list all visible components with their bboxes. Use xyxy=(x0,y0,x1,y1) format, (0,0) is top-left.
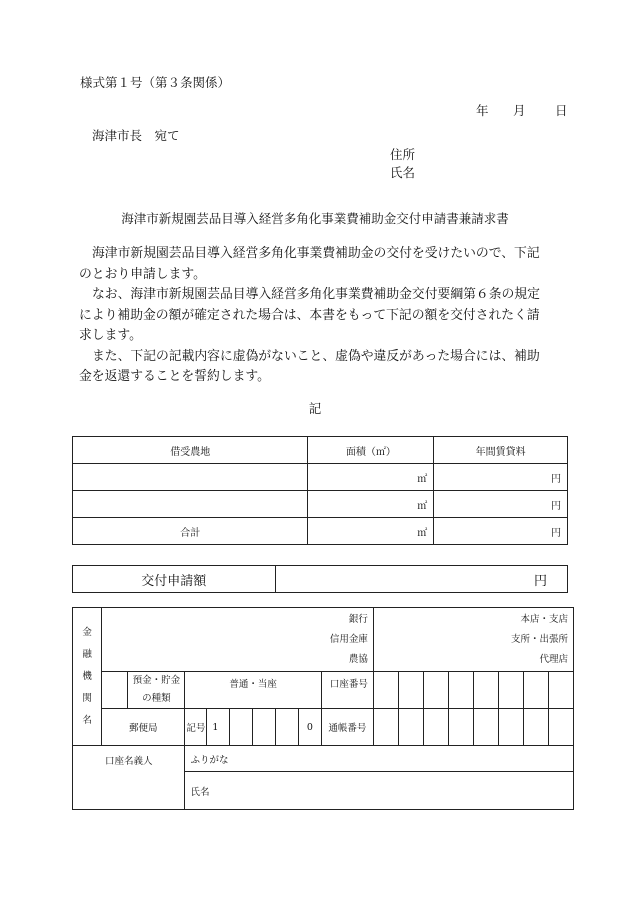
area-unit: ㎡ xyxy=(417,473,428,485)
account-number-label: 口座番号 xyxy=(321,672,373,709)
addressee: 海津市長 宛て xyxy=(92,128,180,143)
furigana-field[interactable] xyxy=(185,746,574,772)
body-p2-line3: 求します。 xyxy=(79,328,142,343)
bank-name-field[interactable] xyxy=(102,608,374,672)
body-text xyxy=(79,244,579,388)
header-rent: 年間賃貸料 xyxy=(434,437,568,464)
bank-label: 銀行 xyxy=(348,614,368,625)
ki-heading: 記 xyxy=(308,401,322,416)
land-cell[interactable] xyxy=(73,464,308,491)
land-cell[interactable] xyxy=(73,491,308,518)
deposit-type-line2: の種類 xyxy=(142,693,171,704)
symbol-digit[interactable] xyxy=(253,709,276,746)
address-label: 住所 xyxy=(390,147,416,162)
passbook-digit[interactable] xyxy=(473,709,498,746)
name-label: 氏名 xyxy=(390,165,416,180)
rent-cell[interactable] xyxy=(434,464,568,491)
body-p3-line2: 金を返還することを誓約します。 xyxy=(79,369,270,384)
date-month-label: 月 xyxy=(513,103,526,118)
land-table-header xyxy=(73,437,568,464)
post-office-label: 郵便局 xyxy=(102,709,185,746)
body-p1-line1: 海津市新規園芸品目導入経営多角化事業費補助金の交付を受けたいので、下記 xyxy=(92,246,540,261)
total-row xyxy=(73,518,568,545)
account-digit[interactable] xyxy=(498,672,523,709)
header-area: 面積（㎡） xyxy=(308,437,434,464)
dairi-label: 代理店 xyxy=(539,654,568,665)
financial-institution-side-label xyxy=(73,608,102,746)
symbol-digit[interactable] xyxy=(230,709,253,746)
body-p2-line1: なお、海津市新規園芸品目導入経営多角化事業費補助金交付要綱第６条の規定 xyxy=(92,287,540,302)
blank-cell xyxy=(102,672,128,709)
body-p2-line2: により補助金の額が確定された場合は、本書をもって下記の額を交付されたく請 xyxy=(79,307,540,323)
area-cell[interactable] xyxy=(308,491,434,518)
holder-name-label: 氏名 xyxy=(190,786,210,798)
passbook-digit[interactable] xyxy=(498,709,523,746)
date-day-label: 日 xyxy=(555,103,568,118)
passbook-digit[interactable] xyxy=(423,709,448,746)
area-unit: ㎡ xyxy=(417,527,428,539)
shinkin-label: 信用金庫 xyxy=(329,634,368,645)
area-cell[interactable] xyxy=(308,464,434,491)
side-char: 名 xyxy=(82,714,92,726)
yen-unit: 円 xyxy=(533,573,547,589)
passbook-digit[interactable] xyxy=(448,709,473,746)
area-unit: ㎡ xyxy=(417,500,428,512)
symbol-digit: 0 xyxy=(298,709,321,746)
yen-unit: 円 xyxy=(551,527,561,539)
side-char: 機 xyxy=(82,670,92,682)
passbook-digit[interactable] xyxy=(523,709,548,746)
account-digit[interactable] xyxy=(548,672,573,709)
rent-cell[interactable] xyxy=(434,491,568,518)
bank-table xyxy=(72,607,574,810)
honten-label: 本店・支店 xyxy=(520,614,568,625)
noukyou-label: 農協 xyxy=(348,654,368,665)
total-area-cell[interactable] xyxy=(308,518,434,545)
body-p3-line1: また、下記の記載内容に虚偽がないこと、虚偽や違反があった場合には、補助 xyxy=(92,348,540,364)
account-digit[interactable] xyxy=(473,672,498,709)
holder-name-field[interactable] xyxy=(185,772,574,810)
yen-unit: 円 xyxy=(551,473,561,485)
passbook-digit[interactable] xyxy=(398,709,423,746)
date-year-label: 年 xyxy=(476,103,489,118)
passbook-digit[interactable] xyxy=(548,709,573,746)
side-char: 関 xyxy=(82,692,92,704)
account-digit[interactable] xyxy=(423,672,448,709)
account-digit[interactable] xyxy=(373,672,398,709)
account-digit[interactable] xyxy=(398,672,423,709)
symbol-digit[interactable] xyxy=(276,709,299,746)
body-p1-line2: のとおり申請します。 xyxy=(79,266,206,282)
deposit-type-line1: 預金・貯金 xyxy=(132,675,181,686)
account-digit[interactable] xyxy=(448,672,473,709)
header-land: 借受農地 xyxy=(73,437,308,464)
side-char: 金 xyxy=(82,626,92,638)
total-label: 合計 xyxy=(73,518,308,545)
application-amount-field[interactable] xyxy=(275,566,567,593)
shisho-label: 支所・出張所 xyxy=(510,634,568,645)
table-row xyxy=(73,464,568,491)
account-digit[interactable] xyxy=(523,672,548,709)
passbook-digit[interactable] xyxy=(373,709,398,746)
furigana-label: ふりがな xyxy=(190,754,229,766)
yen-unit: 円 xyxy=(551,500,561,512)
passbook-number-label: 通帳番号 xyxy=(321,709,373,746)
branch-name-field[interactable] xyxy=(373,608,573,672)
deposit-type-label xyxy=(128,672,185,709)
symbol-label: 記号 xyxy=(185,709,207,746)
application-amount-label: 交付申請額 xyxy=(73,566,276,593)
deposit-kind-options: 普通・当座 xyxy=(229,679,277,690)
side-char: 融 xyxy=(82,648,92,660)
symbol-digit: 1 xyxy=(207,709,230,746)
application-amount-table xyxy=(72,565,568,593)
account-holder-label: 口座名義人 xyxy=(73,746,185,810)
form-number: 様式第１号（第３条関係） xyxy=(80,75,231,90)
table-row xyxy=(73,491,568,518)
document-title: 海津市新規園芸品目導入経営多角化事業費補助金交付申請書兼請求書 xyxy=(121,211,509,226)
land-table xyxy=(72,436,568,545)
deposit-kind-selector[interactable] xyxy=(185,672,321,709)
total-rent-cell[interactable] xyxy=(434,518,568,545)
